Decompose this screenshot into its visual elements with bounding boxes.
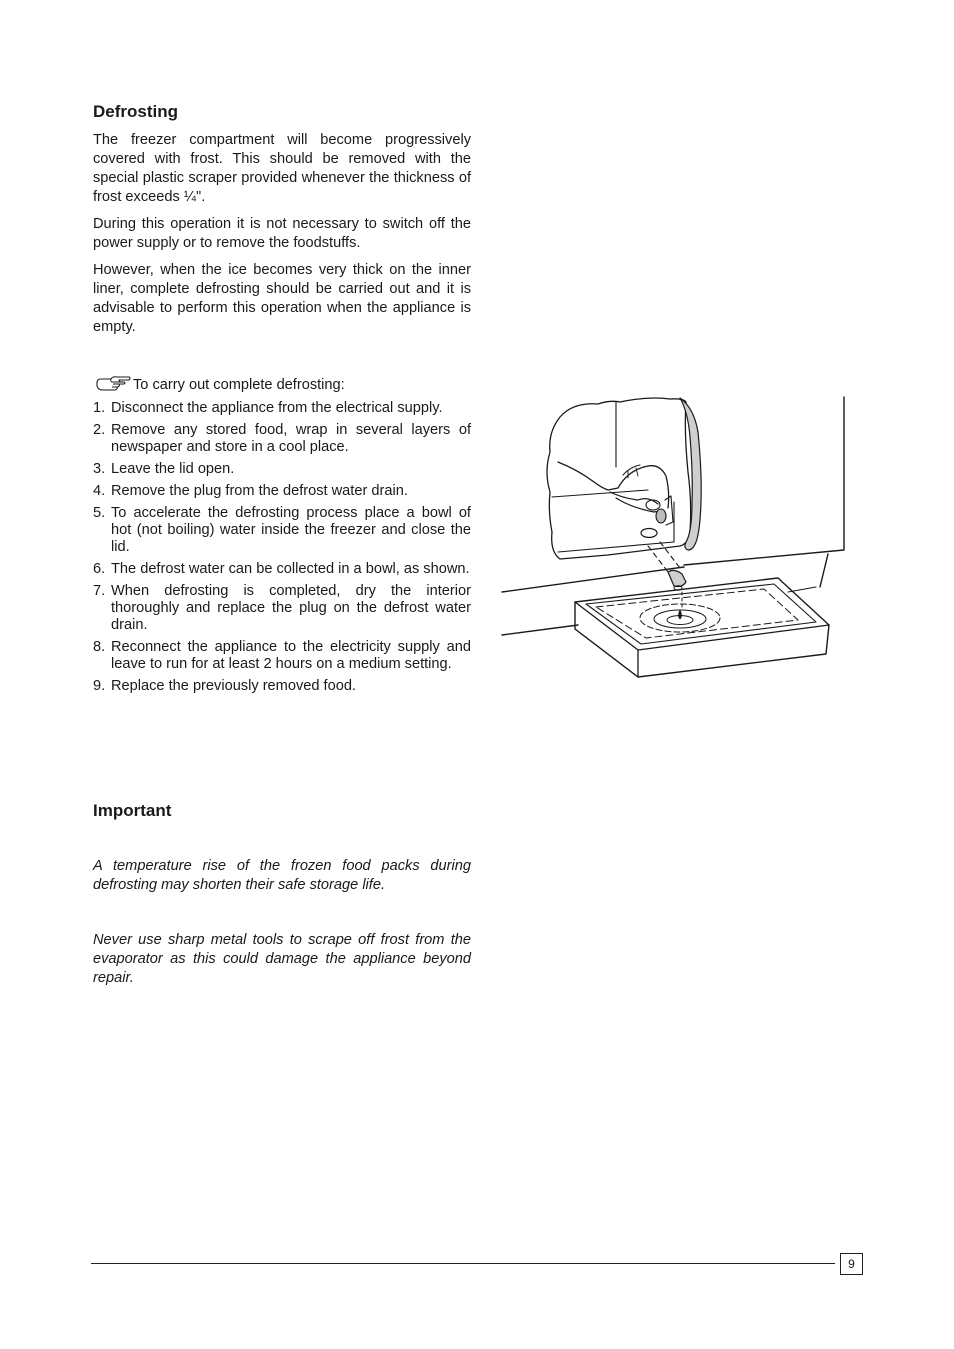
step-number: 1.: [93, 400, 106, 416]
step-text: To accelerate the defrosting process place a bowl of hot (not boiling) water inside the freezer and close the lid.: [111, 505, 471, 555]
list-item: [93, 583, 471, 634]
list-item: [93, 561, 471, 578]
footer-rule: [91, 1263, 835, 1264]
defrost-steps-list: [93, 400, 471, 700]
list-item: [93, 483, 471, 500]
list-item: [93, 505, 471, 556]
defrosting-section: [93, 102, 471, 345]
important-section: [93, 801, 471, 821]
important-note: [93, 857, 471, 895]
step-number: 7.: [93, 583, 106, 599]
step-text: When defrosting is completed, dry the interior thoroughly and replace the plug on the defrost water drain.: [111, 583, 471, 633]
step-text: Remove any stored food, wrap in several layers of newspaper and store in a cool place.: [111, 422, 471, 455]
list-item: [93, 400, 471, 417]
step-text: Leave the lid open.: [111, 461, 235, 477]
warning-note: A temperature rise of the frozen food packs during defrosting may shorten their safe storage life.: [93, 858, 471, 893]
warning-note: Never use sharp metal tools to scrape off frost from the evaporator as this could damage the appliance beyond repair.: [93, 932, 471, 986]
step-text: Replace the previously removed food.: [111, 678, 356, 694]
list-item: [93, 422, 471, 456]
important-note: [93, 931, 471, 988]
paragraph: The freezer compartment will become progressively covered with frost. This should be removed with the special plastic scraper provided whenever the thickness of frost exceeds ¼".: [93, 132, 471, 205]
paragraph: During this operation it is not necessary to switch off the power supply or to remove the foodstuffs.: [93, 216, 471, 251]
step-text: The defrost water can be collected in a bowl, as shown.: [111, 561, 470, 577]
paragraph: However, when the ice becomes very thick on the inner liner, complete defrosting should be carried out and it is advisable to perform this operation when the appliance is empty.: [93, 262, 471, 335]
step-text: Disconnect the appliance from the electrical supply.: [111, 400, 443, 416]
step-text: Remove the plug from the defrost water drain.: [111, 483, 408, 499]
list-item: [93, 678, 471, 695]
procedure-intro: [93, 373, 471, 395]
section-heading-important: Important: [93, 801, 172, 820]
defrost-drain-illustration: [498, 392, 850, 682]
page-number: 9: [840, 1253, 863, 1275]
step-number: 9.: [93, 678, 106, 694]
pointing-hand-icon: [93, 373, 131, 393]
step-number: 8.: [93, 639, 106, 655]
step-number: 3.: [93, 461, 106, 477]
step-number: 2.: [93, 422, 106, 438]
procedure-intro-text: To carry out complete defrosting:: [133, 377, 345, 393]
step-number: 6.: [93, 561, 106, 577]
step-text: Reconnect the appliance to the electricity supply and leave to run for at least 2 hours on a medium setting.: [111, 639, 471, 672]
step-number: 5.: [93, 505, 106, 521]
list-item: [93, 461, 471, 478]
step-number: 4.: [93, 483, 106, 499]
section-heading-defrosting: Defrosting: [93, 102, 178, 121]
list-item: [93, 639, 471, 673]
